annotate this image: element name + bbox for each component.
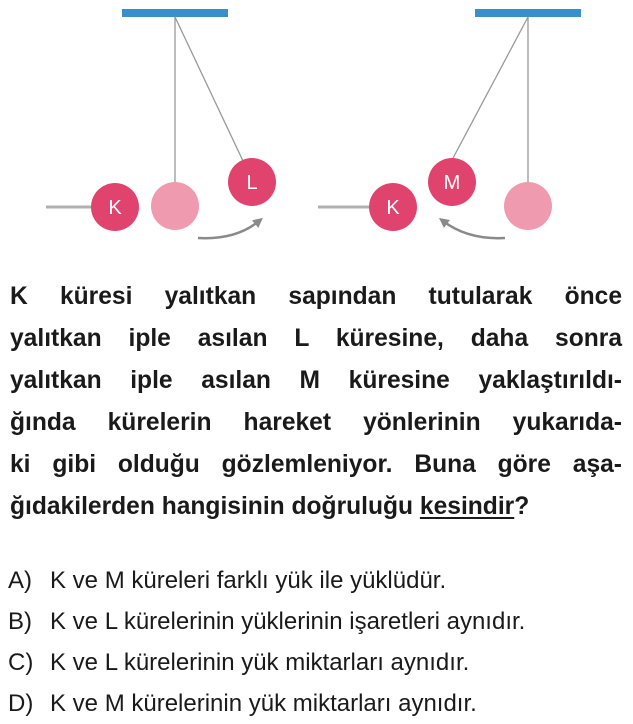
left-setup [46, 9, 276, 238]
question-mark: ? [514, 493, 530, 520]
question-line: ki gibi olduğu gözlemleniyor. Buna göre aşa- [10, 451, 622, 478]
option-letter: B) [8, 608, 32, 635]
left-ball-k-label: K [108, 197, 122, 219]
option-text: K ve L kürelerinin yük miktarları aynıdır. [50, 649, 470, 676]
pendulum-figure [0, 0, 633, 260]
option-d[interactable] [8, 683, 628, 724]
right-neutral-ball [504, 182, 552, 230]
option-c[interactable] [8, 642, 628, 683]
left-support-bar [122, 9, 228, 17]
option-text: K ve M küreleri farklı yük ile yüklüdür. [50, 567, 447, 594]
answer-options [8, 560, 628, 724]
question-line-prefix: ğıdakilerden hangisinin doğruluğu [10, 493, 420, 520]
right-string-m [452, 17, 528, 160]
right-ball-k-label: K [386, 197, 400, 219]
question-emphasis: kesindir [419, 493, 515, 520]
option-letter: D) [8, 690, 34, 717]
question-line: ğında kürelerin hareket yönlerinin yukarıda- [10, 409, 622, 436]
option-b[interactable] [8, 601, 628, 642]
left-ball-l-label: L [246, 172, 258, 194]
question-text [10, 276, 622, 528]
left-motion-arrow [198, 221, 259, 238]
right-setup [318, 9, 581, 238]
right-motion-arrow [443, 221, 505, 238]
question-line-last [10, 486, 622, 528]
option-letter: C) [8, 649, 34, 676]
option-text: K ve M kürelerinin yük miktarları aynıdır. [50, 690, 477, 717]
left-neutral-ball [151, 182, 199, 230]
question-line: K küresi yalıtkan sapından tutularak önce [10, 283, 622, 310]
option-text: K ve L kürelerinin yüklerinin işaretleri aynıdır. [50, 608, 526, 635]
right-ball-m-label: M [443, 172, 461, 194]
option-letter: A) [8, 567, 32, 594]
question-line: yalıtkan iple asılan M küresine yaklaştırıldı- [10, 367, 622, 394]
option-a[interactable] [8, 560, 628, 601]
right-support-bar [475, 9, 581, 17]
question-line: yalıtkan iple asılan L küresine, daha sonra [10, 325, 622, 352]
left-string-l [175, 17, 252, 180]
